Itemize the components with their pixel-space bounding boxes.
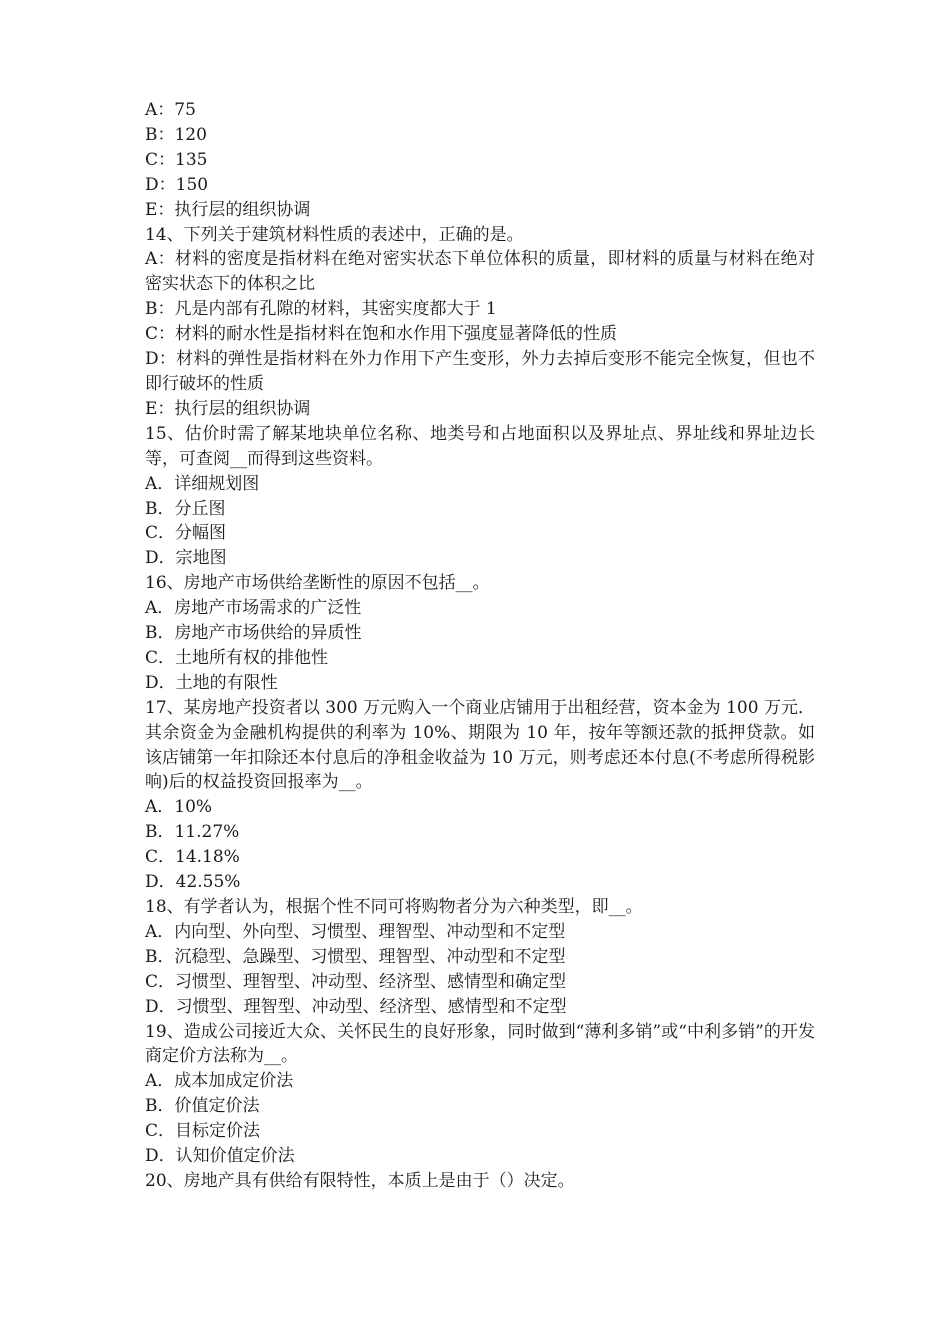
option-line: C：材料的耐水性是指材料在饱和水作用下强度显著降低的性质 [145,324,618,345]
option-line: C．分幅图 [145,523,227,544]
question-20: 20、房地产具有供给有限特性，本质上是由于（）决定。 [145,1170,575,1191]
option-line: D．土地的有限性 [145,672,278,693]
option-line: E：执行层的组织协调 [145,199,311,220]
option-line: A．房地产市场需求的广泛性 [145,598,362,619]
option-line: A．成本加成定价法 [145,1071,294,1092]
option-line: C．14.18% [145,847,240,868]
option-line: A．10% [145,797,213,818]
option-line: D．42.55% [145,872,241,893]
question-15: 15、估价时需了解某地块单位名称、地类号和占地面积以及界址点、界址线和界址边长等，可查阅__而得到这些资料。 [145,423,815,469]
option-line: D．习惯型、理智型、冲动型、经济型、感情型和不定型 [145,996,567,1017]
option-line: B．房地产市场供给的异质性 [145,623,362,644]
option-line: E：执行层的组织协调 [145,398,311,419]
option-line: B．分丘图 [145,498,226,519]
option-line: D．宗地图 [145,548,227,569]
option-line: D．认知价值定价法 [145,1146,295,1167]
option-line: A．详细规划图 [145,473,260,494]
option-line: B：凡是内部有孔隙的材料，其密实度都大于 1 [145,299,497,320]
option-line: B．价值定价法 [145,1096,260,1117]
option-line: C．土地所有权的排他性 [145,647,329,668]
question-18: 18、有学者认为，根据个性不同可将购物者分为六种类型，即__。 [145,897,643,917]
question-16: 16、房地产市场供给垄断性的原因不包括__。 [145,573,490,594]
question-14: 14、下列关于建筑材料性质的表述中，正确的是。 [145,224,524,245]
option-line: D：材料的弹性是指材料在外力作用下产生变形，外力去掉后变形不能完全恢复，但也不即行破坏的性质 [145,349,815,394]
option-line: C．习惯型、理智型、冲动型、经济型、感情型和确定型 [145,971,567,992]
option-line: B．11.27% [145,822,240,843]
option-line: A．内向型、外向型、习惯型、理智型、冲动型和不定型 [145,921,566,942]
option-line: B．沉稳型、急躁型、习惯型、理智型、冲动型和不定型 [145,946,566,967]
option-line: A：材料的密度是指材料在绝对密实状态下单位体积的质量，即材料的质量与材料在绝对密实状态下的体积之比 [145,249,815,295]
question-19: 19、造成公司接近大众、关怀民生的良好形象，同时做到“薄利多销”或“中利多销”的开发商定价方法称为__。 [145,1021,815,1067]
option-line: B：120 [145,124,207,145]
option-line: C：135 [145,149,208,170]
option-line: D：150 [145,174,209,195]
option-line: A：75 [145,100,196,120]
document-body [145,98,815,1194]
question-17: 17、某房地产投资者以 300 万元购入一个商业店铺用于出租经营，资本金为 100 万元．其余资金为金融机构提供的利率为 10%、期限为 10 年，按年等额还款的抵押贷款。如该店铺第一年扣除还本付息后的净租金收益为 10 万元，则考虑还本付息(不考虑所得税影响)后的权益投资回报率为__。 [145,697,815,793]
option-line: C．目标定价法 [145,1121,261,1142]
